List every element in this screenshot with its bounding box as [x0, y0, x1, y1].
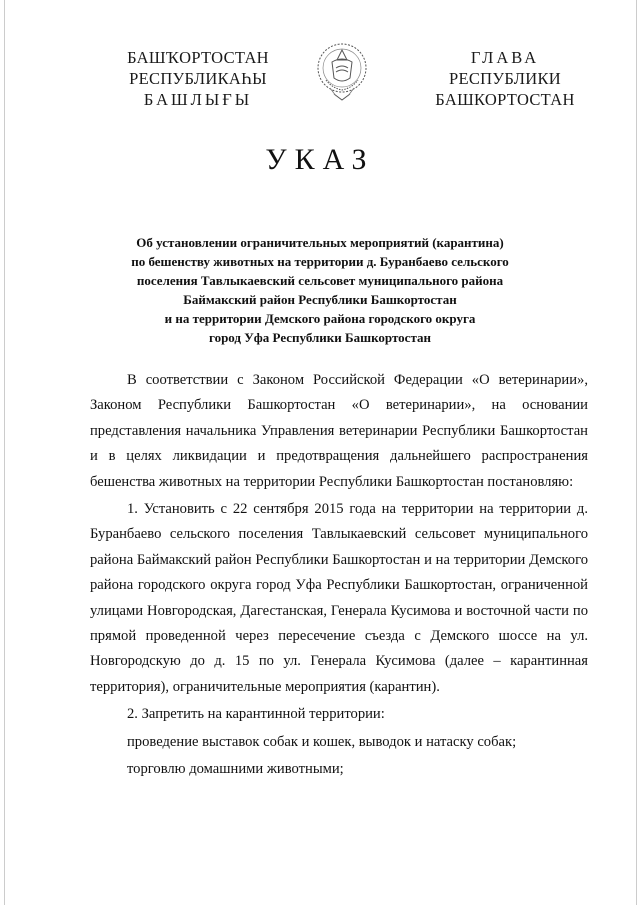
- item-2-clause-a: проведение выставок собак и кошек, выводок и натаску собак;: [127, 733, 517, 750]
- header-bashkir-line-3: БАШЛЫҒЫ: [143, 90, 253, 109]
- preamble-paragraph: В соответствии с Законом Российской Федерации «О ветеринарии», Законом Республики Башкортостан «О ветеринарии», на основании представления начальника Управления ветеринарии Республики Башкортостан и в целях ликвидации и предотвращения дальнейшего распространения бешенства животных на территории Республики Башкортостан постановляю:: [90, 372, 588, 490]
- item-2-clause-b: торговлю домашними животными;: [127, 761, 344, 778]
- subject-line-3: поселения Тавлыкаевский сельсовет муниципального района: [136, 273, 504, 288]
- subject-line-1: Об установлении ограничительных мероприятий (карантина): [136, 235, 504, 250]
- header-russian: [420, 47, 590, 110]
- header-bashkir: [108, 47, 288, 110]
- scan-edge-right: [636, 0, 637, 905]
- header-russian-line-2: РЕСПУБЛИКИ: [449, 69, 561, 88]
- document-title: УКАЗ: [265, 143, 375, 176]
- item-1-paragraph: 1. Установить с 22 сентября 2015 года на территории на территории д. Буранбаево сельского поселения Тавлыкаевский сельсовет муниципального района Баймакский район Республики Башкортостан и на территории Демского района городского округа город Уфа Республики Башкортостан, ограниченной улицами Новгородская, Дагестанская, Генерала Кусимова и восточной части по прямой проведенной через пересечение съезда с Демского шоссе на ул. Новгородскую до д. 15 по ул. Генерала Кусимова (далее – карантинная территория), ограничительные мероприятия (карантин).: [90, 501, 588, 695]
- decree-subject: [60, 233, 580, 347]
- header-bashkir-line-1: БАШҠОРТОСТАН: [127, 48, 269, 67]
- subject-line-2: по бешенству животных на территории д. Буранбаево сельского: [131, 254, 509, 269]
- header-russian-line-1: ГЛАВА: [470, 48, 540, 67]
- coat-of-arms-icon: [312, 38, 372, 106]
- header-russian-line-3: БАШКОРТОСТАН: [435, 90, 575, 109]
- decree-body: [90, 368, 588, 783]
- subject-line-4: Баймакский район Республики Башкортостан: [183, 292, 457, 307]
- subject-line-5: и на территории Демского района городского округа: [164, 311, 476, 326]
- scan-edge-left: [4, 0, 5, 905]
- subject-line-6: город Уфа Республики Башкортостан: [209, 330, 431, 345]
- item-2-paragraph: 2. Запретить на карантинной территории:: [127, 706, 385, 723]
- header-bashkir-line-2: РЕСПУБЛИКАҺЫ: [129, 69, 267, 88]
